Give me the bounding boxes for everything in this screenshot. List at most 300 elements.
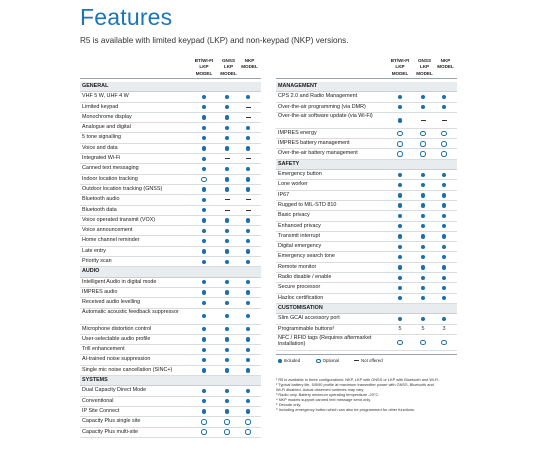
included-icon: [202, 280, 206, 284]
section-header: [276, 160, 457, 170]
table-row: [80, 103, 261, 113]
included-icon: [225, 327, 229, 331]
optional-icon: [441, 131, 446, 136]
footnote: ² Typical battery life, 5/5/90 profile at maximum transmitter power with GNSS, Bluetooth and: [276, 381, 434, 387]
feature-cell: [393, 263, 407, 272]
included-icon: [246, 301, 250, 305]
included-icon: [202, 337, 206, 341]
feature-cell: [220, 288, 234, 297]
feature-label: NFC / RFID tags (Requires aftermarket installation): [278, 335, 372, 348]
feature-cell: [437, 113, 451, 128]
table-row: [276, 180, 457, 190]
feature-cell: [437, 201, 451, 210]
feature-cell: [437, 242, 451, 251]
optional-icon: [397, 131, 402, 136]
feature-cell: [220, 103, 234, 112]
not-offered-icon: [225, 158, 230, 159]
table-row: [80, 335, 261, 345]
included-icon: [442, 173, 446, 177]
included-icon: [246, 126, 250, 130]
not-offered-icon: [225, 199, 230, 200]
included-icon: [202, 229, 206, 233]
feature-cell: [393, 252, 407, 261]
included-icon: [398, 118, 402, 122]
feature-cell: [220, 195, 234, 204]
feature-cell: [197, 386, 211, 395]
optional-icon: [441, 141, 446, 146]
not-offered-icon: [246, 199, 251, 200]
feature-cell: [437, 294, 451, 303]
feature-cell: [197, 407, 211, 416]
feature-cell: [241, 366, 255, 375]
feature-cell: [197, 366, 211, 375]
footnote: Wi-Fi disabled. Actual observed runtimes may vary.: [276, 387, 365, 393]
feature-cell: [416, 149, 430, 158]
table-row: [80, 278, 261, 288]
feature-label: Bluetooth data: [82, 206, 117, 213]
included-icon: [225, 218, 229, 222]
feature-cell: [241, 236, 255, 245]
feature-cell: [197, 195, 211, 204]
included-icon: [398, 317, 402, 321]
feature-cell: [241, 355, 255, 364]
table-row: [80, 298, 261, 308]
included-icon: [246, 167, 250, 171]
section-header: [80, 376, 261, 386]
included-icon: [421, 276, 425, 280]
feature-cell: [437, 92, 451, 101]
optional-icon: [224, 419, 229, 424]
included-icon: [202, 218, 206, 222]
included-icon: [246, 260, 250, 264]
table-row: [80, 144, 261, 154]
feature-cell: [197, 123, 211, 132]
feature-label: Conventional: [82, 397, 114, 404]
feature-cell: [393, 103, 407, 112]
feature-cell: [241, 195, 255, 204]
feature-cell: [220, 417, 234, 426]
feature-cell: [220, 345, 234, 354]
feature-cell: [197, 175, 211, 184]
feature-label: Capacity Plus single site: [82, 418, 141, 425]
included-icon: [398, 296, 402, 300]
feature-label: IMPRES battery management: [278, 140, 350, 147]
included-icon: [202, 368, 206, 372]
table-row: [80, 428, 261, 438]
included-icon: [246, 229, 250, 233]
feature-cell: [220, 366, 234, 375]
feature-label: Automatic acoustic feedback suppressor: [82, 309, 179, 316]
feature-cell: [197, 335, 211, 344]
included-icon: [225, 167, 229, 171]
included-icon: [442, 255, 446, 259]
feature-label: Basic privacy: [278, 212, 310, 219]
feature-label: CPS 2.0 and Radio Management: [278, 93, 358, 100]
optional-icon: [441, 151, 446, 156]
feature-cell: [241, 288, 255, 297]
included-icon: [442, 95, 446, 99]
feature-label: IMPRES energy: [278, 129, 317, 136]
column-header-model: [389, 58, 411, 77]
included-icon: [202, 290, 206, 294]
feature-cell: [220, 257, 234, 266]
included-icon: [421, 214, 425, 218]
included-icon: [202, 327, 206, 331]
column-header-line: GNSS: [221, 58, 236, 63]
feature-cell: [416, 103, 430, 112]
feature-cell: [393, 201, 407, 210]
feature-cell: [220, 397, 234, 406]
not-offered-icon: [354, 360, 359, 361]
footnote: ³ Radio only. Battery minimum operating temperature -20°C.: [276, 392, 380, 398]
section-title: CUSTOMISATION: [278, 304, 323, 311]
feature-cell: [220, 113, 234, 122]
feature-cell: [241, 206, 255, 215]
feature-label: VHF 5 W, UHF 4 W: [82, 93, 129, 100]
feature-cell: [437, 314, 451, 323]
feature-cell: [437, 335, 451, 350]
footnote: ⁶ Including emergency button which can also be programmed for other functions.: [276, 407, 415, 413]
column-header-model: [193, 58, 215, 77]
table-row: [80, 366, 261, 376]
feature-cell: [241, 226, 255, 235]
optional-icon: [201, 429, 206, 434]
legend: [276, 354, 457, 367]
feature-cell: [220, 226, 234, 235]
included-icon: [225, 409, 229, 413]
table-row: [80, 123, 261, 133]
feature-cell: [197, 417, 211, 426]
feature-cell: [241, 144, 255, 153]
included-icon: [421, 105, 425, 109]
included-icon: [398, 214, 402, 218]
feature-cell: [437, 211, 451, 220]
feature-label: Over-the-air battery management: [278, 150, 358, 157]
feature-cell: [197, 133, 211, 142]
feature-cell: [416, 129, 430, 138]
column-header-line: MODEL: [241, 64, 258, 70]
table-row: [80, 185, 261, 195]
legend-label: Not offered: [361, 357, 383, 363]
feature-cell: [437, 325, 451, 334]
included-icon: [225, 187, 229, 191]
included-icon: [421, 286, 425, 290]
table-row: [80, 288, 261, 298]
section-title: AUDIO: [82, 268, 100, 275]
table-row: [276, 222, 457, 232]
column-header-model: [437, 58, 454, 71]
included-icon: [398, 183, 402, 187]
included-icon: [442, 224, 446, 228]
feature-cell: [437, 149, 451, 158]
feature-label: Late entry: [82, 247, 106, 254]
feature-cell: [197, 278, 211, 287]
included-icon: [246, 249, 250, 253]
feature-cell: [393, 211, 407, 220]
feature-cell: [416, 211, 430, 220]
table-row: [276, 211, 457, 221]
feature-cell: [437, 263, 451, 272]
feature-cell: [241, 216, 255, 225]
included-icon: [225, 314, 229, 318]
included-icon: [202, 314, 206, 318]
optional-icon: [245, 419, 250, 424]
included-icon: [202, 399, 206, 403]
feature-cell: [220, 309, 234, 324]
feature-cell: [241, 397, 255, 406]
table-row: [80, 386, 261, 396]
section-header: [276, 82, 457, 92]
included-icon: [202, 358, 206, 362]
feature-cell: [416, 201, 430, 210]
section-title: MANAGEMENT: [278, 83, 318, 89]
feature-cell: [416, 294, 430, 303]
feature-label: Bluetooth audio: [82, 196, 120, 203]
feature-cell: [220, 92, 234, 101]
feature-label: Dual Capacity Direct Mode: [82, 387, 147, 394]
feature-cell: [241, 133, 255, 142]
not-offered-icon: [246, 158, 251, 159]
feature-cell: [241, 185, 255, 194]
included-icon: [421, 296, 425, 300]
included-icon: [421, 193, 425, 197]
feature-label: Priority scan: [82, 258, 112, 265]
included-icon: [225, 280, 229, 284]
feature-cell: [220, 335, 234, 344]
included-icon: [225, 249, 229, 253]
table-row: [276, 113, 457, 129]
feature-cell: [416, 263, 430, 272]
feature-cell: [393, 232, 407, 241]
column-header-line: MODEL: [416, 70, 433, 76]
feature-label: Voice announcement: [82, 227, 133, 234]
feature-cell: [393, 283, 407, 292]
column-header-line: GNSS: [417, 58, 432, 63]
feature-cell: [416, 242, 430, 251]
included-icon: [246, 187, 250, 191]
feature-cell: [220, 278, 234, 287]
optional-icon: [397, 151, 402, 156]
table-row: [276, 201, 457, 211]
feature-cell: [437, 283, 451, 292]
feature-cell: [416, 113, 430, 128]
included-icon: [202, 301, 206, 305]
feature-cell: [197, 247, 211, 256]
included-icon: [246, 177, 250, 181]
included-icon: [421, 245, 425, 249]
legend-item: [316, 355, 339, 367]
feature-cell: [241, 164, 255, 173]
feature-cell: [241, 407, 255, 416]
column-header-line: MODEL: [195, 70, 213, 76]
feature-cell: [197, 92, 211, 101]
feature-cell: [241, 278, 255, 287]
optional-icon: [420, 340, 425, 345]
feature-cell: [197, 103, 211, 112]
feature-label: Intelligent Audio in digital mode: [82, 278, 157, 285]
feature-cell: [416, 191, 430, 200]
table-row: [80, 236, 261, 246]
optional-icon: [224, 429, 229, 434]
feature-cell: [197, 236, 211, 245]
included-icon: [398, 95, 402, 99]
feature-label: Secure processor: [278, 284, 321, 291]
included-icon: [421, 203, 425, 207]
included-icon: [398, 276, 402, 280]
legend-item: [354, 355, 383, 367]
included-icon: [398, 255, 402, 259]
included-icon: [421, 173, 425, 177]
included-icon: [442, 276, 446, 280]
table-row: [80, 175, 261, 185]
feature-cell: [416, 273, 430, 282]
feature-cell: [416, 222, 430, 231]
feature-cell: [241, 386, 255, 395]
feature-cell: [393, 314, 407, 323]
feature-cell: [197, 257, 211, 266]
feature-cell: [241, 325, 255, 334]
included-icon: [202, 260, 206, 264]
feature-label: Outdoor location tracking (GNSS): [82, 185, 163, 192]
column-header-line: NKP: [440, 58, 451, 63]
included-icon: [246, 280, 250, 284]
feature-cell: [220, 154, 234, 163]
not-offered-icon: [442, 120, 447, 121]
table-row: [276, 283, 457, 293]
feature-cell: [241, 309, 255, 324]
cell-value: 5: [398, 325, 402, 332]
feature-cell: [393, 149, 407, 158]
feature-label: Analogue and digital: [82, 124, 131, 131]
included-icon: [246, 314, 250, 318]
optional-icon: [441, 340, 446, 345]
included-icon: [442, 105, 446, 109]
feature-cell: [197, 206, 211, 215]
feature-label: IP67: [278, 191, 290, 198]
feature-label: Enhanced privacy: [278, 222, 321, 229]
optional-icon: [316, 359, 321, 364]
included-icon: [442, 214, 446, 218]
included-icon: [202, 136, 206, 140]
included-icon: [202, 348, 206, 352]
table-row: [80, 309, 261, 325]
optional-icon: [201, 177, 206, 182]
table-row: [80, 345, 261, 355]
included-icon: [246, 239, 250, 243]
table-row: [276, 335, 457, 351]
included-icon: [246, 399, 250, 403]
section-header: [276, 304, 457, 314]
included-icon: [202, 409, 206, 413]
feature-cell: [437, 252, 451, 261]
not-offered-icon: [246, 210, 251, 211]
feature-cell: [220, 123, 234, 132]
included-icon: [398, 245, 402, 249]
included-icon: [442, 296, 446, 300]
feature-cell: [197, 355, 211, 364]
feature-cell: [416, 314, 430, 323]
table-row: [276, 139, 457, 149]
included-icon: [202, 249, 206, 253]
included-icon: [225, 348, 229, 352]
included-icon: [246, 348, 250, 352]
feature-label: Single mic noise cancellation (SINC+): [82, 366, 173, 373]
feature-label: Monochrome display: [82, 113, 132, 120]
feature-label: Transmit interrupt: [278, 232, 321, 239]
feature-label: Remote monitor: [278, 263, 317, 270]
table-row: [276, 92, 457, 102]
included-icon: [202, 239, 206, 243]
feature-cell: [241, 154, 255, 163]
feature-cell: [220, 386, 234, 395]
included-icon: [442, 203, 446, 207]
feature-cell: [220, 236, 234, 245]
section-header: [80, 267, 261, 277]
column-header-line: LKP: [199, 64, 209, 70]
feature-cell: [197, 428, 211, 437]
table-row: [276, 252, 457, 262]
feature-label: 5 tone signalling: [82, 134, 121, 141]
feature-cell: [416, 180, 430, 189]
section-title: SYSTEMS: [82, 377, 108, 384]
included-icon: [246, 337, 250, 341]
feature-label: Lone worker: [278, 181, 308, 188]
feature-cell: [416, 325, 430, 334]
column-header-line: MODEL: [437, 64, 454, 70]
feature-label: Hazloc certification: [278, 294, 324, 301]
included-icon: [202, 126, 206, 130]
feature-cell: [241, 428, 255, 437]
included-icon: [225, 146, 229, 150]
feature-cell: [197, 113, 211, 122]
feature-cell: [197, 397, 211, 406]
included-icon: [246, 95, 250, 99]
feature-cell: [393, 294, 407, 303]
included-icon: [225, 126, 229, 130]
feature-label: IMPRES audio: [82, 288, 118, 295]
feature-cell: [220, 144, 234, 153]
included-icon: [202, 115, 206, 119]
optional-icon: [420, 131, 425, 136]
column-header-model: [241, 58, 258, 71]
feature-cell: [220, 247, 234, 256]
included-icon: [442, 317, 446, 321]
feature-cell: [393, 335, 407, 350]
column-header-line: BT/WI-FI: [194, 58, 214, 63]
included-icon: [202, 146, 206, 150]
feature-cell: [197, 164, 211, 173]
included-icon: [278, 359, 282, 363]
included-icon: [225, 368, 229, 372]
not-offered-icon: [246, 107, 251, 108]
column-header-model: [220, 58, 237, 77]
feature-label: Over-the-air programming (via DMR): [278, 103, 366, 110]
feature-label: Voice and data: [82, 144, 118, 151]
column-header-line: LKP: [395, 64, 405, 70]
feature-cell: [197, 226, 211, 235]
included-icon: [225, 177, 229, 181]
feature-cell: [416, 170, 430, 179]
feature-cell: [241, 257, 255, 266]
included-icon: [202, 198, 206, 202]
included-icon: [398, 173, 402, 177]
feature-cell: [220, 164, 234, 173]
page-subtitle: R5 is available with limited keypad (LKP) and non-keypad (NKP) versions.: [80, 36, 349, 45]
feature-cell: [437, 273, 451, 282]
feature-cell: [416, 252, 430, 261]
feature-cell: [220, 325, 234, 334]
included-icon: [246, 358, 250, 362]
